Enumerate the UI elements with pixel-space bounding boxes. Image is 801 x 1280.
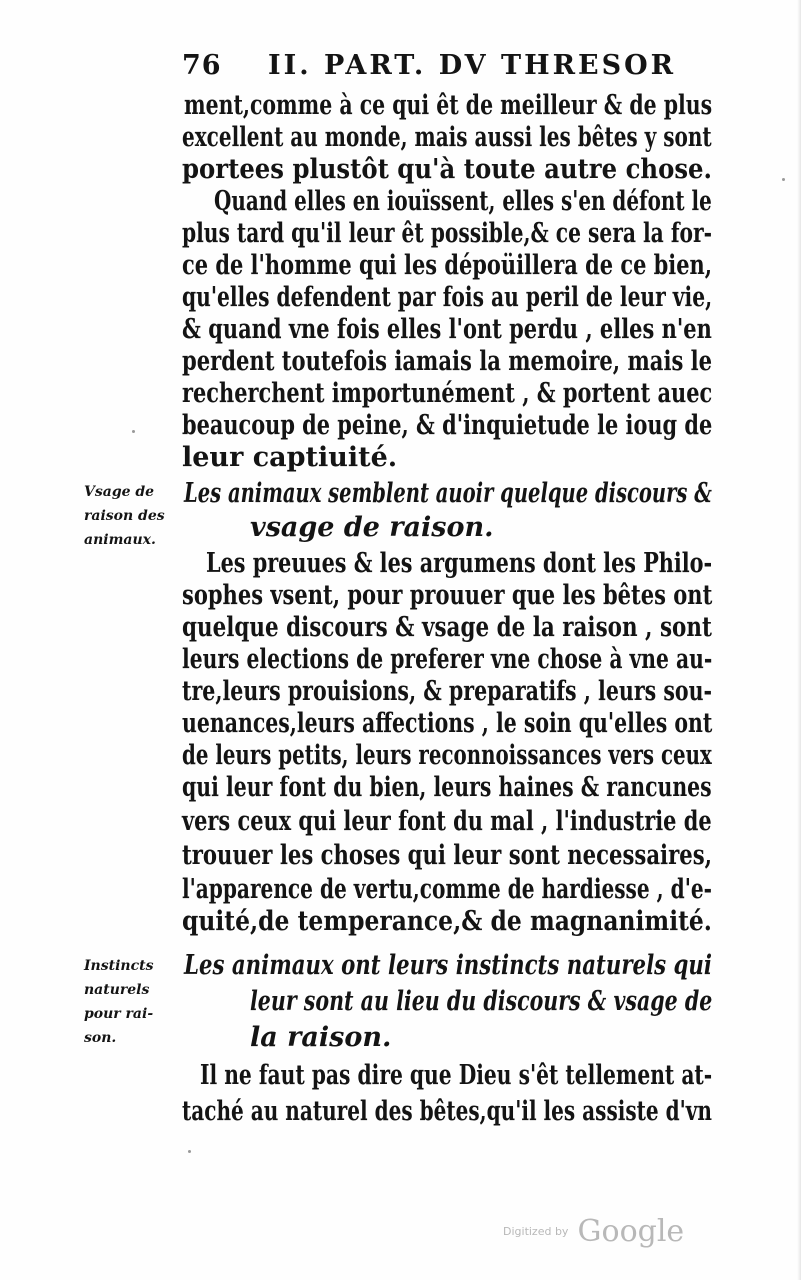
watermark-prefix: Digitized by (503, 1225, 569, 1238)
running-title: II. PART. DV THRESOR (267, 50, 677, 81)
scan-speck (188, 1150, 191, 1153)
text-line: portees plustôt qu'à toute autre chose. (182, 154, 712, 185)
text-line: l'apparence de vertu,comme de hardiesse , d'e- (182, 874, 712, 905)
text-line: trouuer les choses qui leur sont necessaires, (182, 840, 712, 871)
text-line: vers ceux qui leur font du mal , l'industrie de (182, 806, 712, 837)
scan-speck (132, 430, 135, 433)
text-line: quité,de temperance,& de magnanimité. (182, 906, 712, 937)
text-line: plus tard qu'il leur êt possible,& ce sera la for- (182, 218, 713, 249)
text-line: excellent au monde, mais aussi les bêtes y sont (182, 122, 712, 153)
margin-note-line: Instincts (84, 958, 154, 974)
text-line: beaucoup de peine, & d'inquietude le ioug de (182, 410, 713, 441)
margin-note (84, 954, 153, 1050)
text-line: qu'elles defendent par fois au peril de leur vie, (182, 282, 713, 313)
text-line: perdent toutefois iamais la memoire, mais le (182, 346, 713, 377)
margin-note (84, 480, 165, 552)
text-line: ment,comme à ce qui êt de meilleur & de plus (184, 90, 713, 121)
text-line: uenances,leurs affections , le soin qu'elles ont (182, 708, 713, 739)
text-line: Il ne faut pas dire que Dieu s'êt tellement at- (200, 1060, 713, 1091)
text-line: & quand vne fois elles l'ont perdu , elles n'en (182, 314, 712, 345)
page-edge-shadow (797, 0, 801, 1280)
text-line: Les preuues & les argumens dont les Philo- (206, 548, 713, 579)
text-line: tre,leurs prouisions, & preparatifs , leurs sou- (182, 676, 713, 707)
text-line: sophes vsent, pour prouuer que les bêtes ont (182, 580, 713, 611)
text-line: leur captiuité. (182, 442, 398, 473)
scan-speck (782, 178, 785, 181)
section-heading-line: Les animaux semblent auoir quelque discours & (184, 478, 712, 509)
section-heading-line: vsage de raison. (250, 512, 494, 543)
running-header (182, 50, 676, 81)
digitized-watermark (503, 1214, 684, 1249)
text-line: de leurs petits, leurs reconnoissances vers ceux (182, 740, 712, 771)
google-logo: Google (577, 1214, 685, 1249)
margin-note-line: Vsage de (84, 484, 155, 500)
text-line: leurs elections de preferer vne chose à vne au- (182, 644, 713, 675)
section-heading-line: la raison. (250, 1022, 392, 1053)
margin-note-line: animaux. (84, 532, 156, 548)
text-line: ce de l'homme qui les dépoüillera de ce bien, (182, 250, 713, 281)
text-line: quelque discours & vsage de la raison , sont (182, 612, 712, 643)
page-number: 76 (182, 50, 222, 81)
text-line: taché au naturel des bêtes,qu'il les assiste d'vn (182, 1096, 712, 1127)
section-heading-line: Les animaux ont leurs instincts naturels qui (184, 950, 712, 981)
text-line: qui leur font du bien, leurs haines & rancunes (182, 772, 712, 803)
text-line: recherchent importunément , & portent auec (182, 378, 713, 409)
margin-note-line: naturels (84, 982, 150, 998)
text-line: Quand elles en iouïssent, elles s'en défont le (214, 186, 712, 217)
section-heading-line: leur sont au lieu du discours & vsage de (250, 986, 713, 1017)
margin-note-line: pour rai- (84, 1006, 154, 1022)
margin-note-line: son. (84, 1030, 117, 1046)
margin-note-line: raison des (84, 508, 165, 524)
